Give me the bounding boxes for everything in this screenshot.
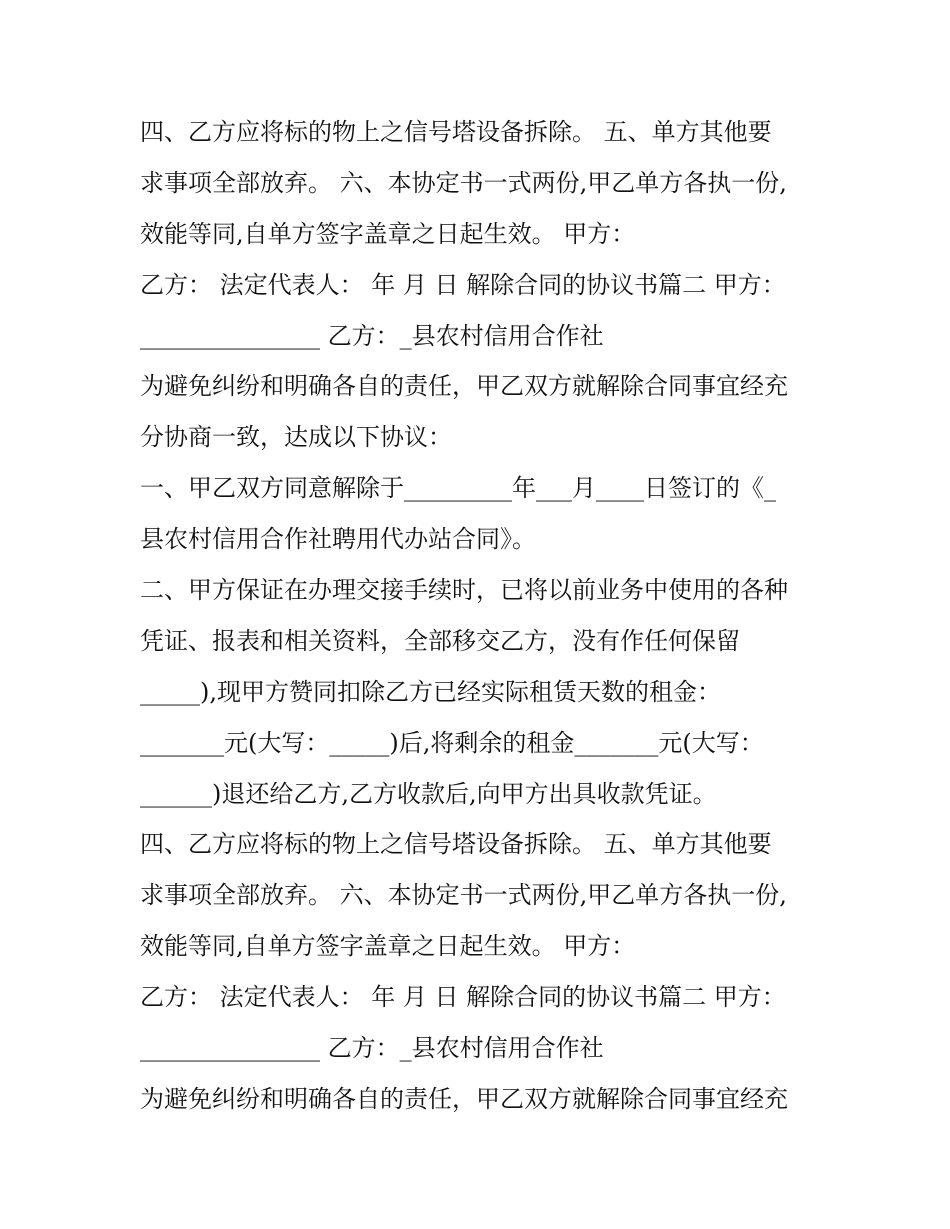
text-line: 四、乙方应将标的物上之信号塔设备拆除。 五、单方其他要 [140, 118, 772, 146]
text-line: ______)退还给乙方,乙方收款后,向甲方出具收款凭证。 [140, 779, 717, 808]
text-line: 乙方： 法定代表人： 年 月 日 解除合同的协议书篇二 甲方： [140, 270, 786, 299]
text-line: 为避免纠纷和明确各自的责任，甲乙双方就解除合同事宜经充 [140, 372, 788, 401]
text-line: _______________ 乙方：_县农村信用合作社 [140, 1034, 604, 1063]
text-line: 乙方： 法定代表人： 年 月 日 解除合同的协议书篇二 甲方： [140, 983, 786, 1012]
document-body [140, 107, 820, 1125]
text-line: 一、甲乙双方同意解除于_________年___月____日签订的《_ [140, 474, 776, 503]
text-line: 县农村信用合作社聘用代办站合同》。 [140, 525, 536, 554]
text-line: _______元(大写：_____)后,将剩余的租金_______元(大写： [140, 728, 764, 757]
text-line: _______________ 乙方：_县农村信用合作社 [140, 321, 604, 350]
text-line: 二、甲方保证在办理交接手续时，已将以前业务中使用的各种 [140, 576, 788, 605]
text-line: 凭证、报表和相关资料，全部移交乙方，没有作任何保留 [140, 626, 740, 655]
text-line: 效能等同,自单方签字盖章之日起生效。 甲方： [140, 219, 636, 248]
text-line: 求事项全部放弃。 六、本协定书一式两份,甲乙单方各执一份, [140, 168, 787, 197]
text-line: 分协商一致，达成以下协议： [140, 423, 452, 452]
text-line: 效能等同,自单方签字盖章之日起生效。 甲方： [140, 932, 636, 961]
text-line: _____),现甲方赞同扣除乙方已经实际租赁天数的租金： [140, 677, 721, 706]
text-line: 为避免纠纷和明确各自的责任，甲乙双方就解除合同事宜经充 [140, 1084, 788, 1113]
text-line: 四、乙方应将标的物上之信号塔设备拆除。 五、单方其他要 [140, 830, 772, 859]
text-line: 求事项全部放弃。 六、本协定书一式两份,甲乙单方各执一份, [140, 881, 787, 910]
